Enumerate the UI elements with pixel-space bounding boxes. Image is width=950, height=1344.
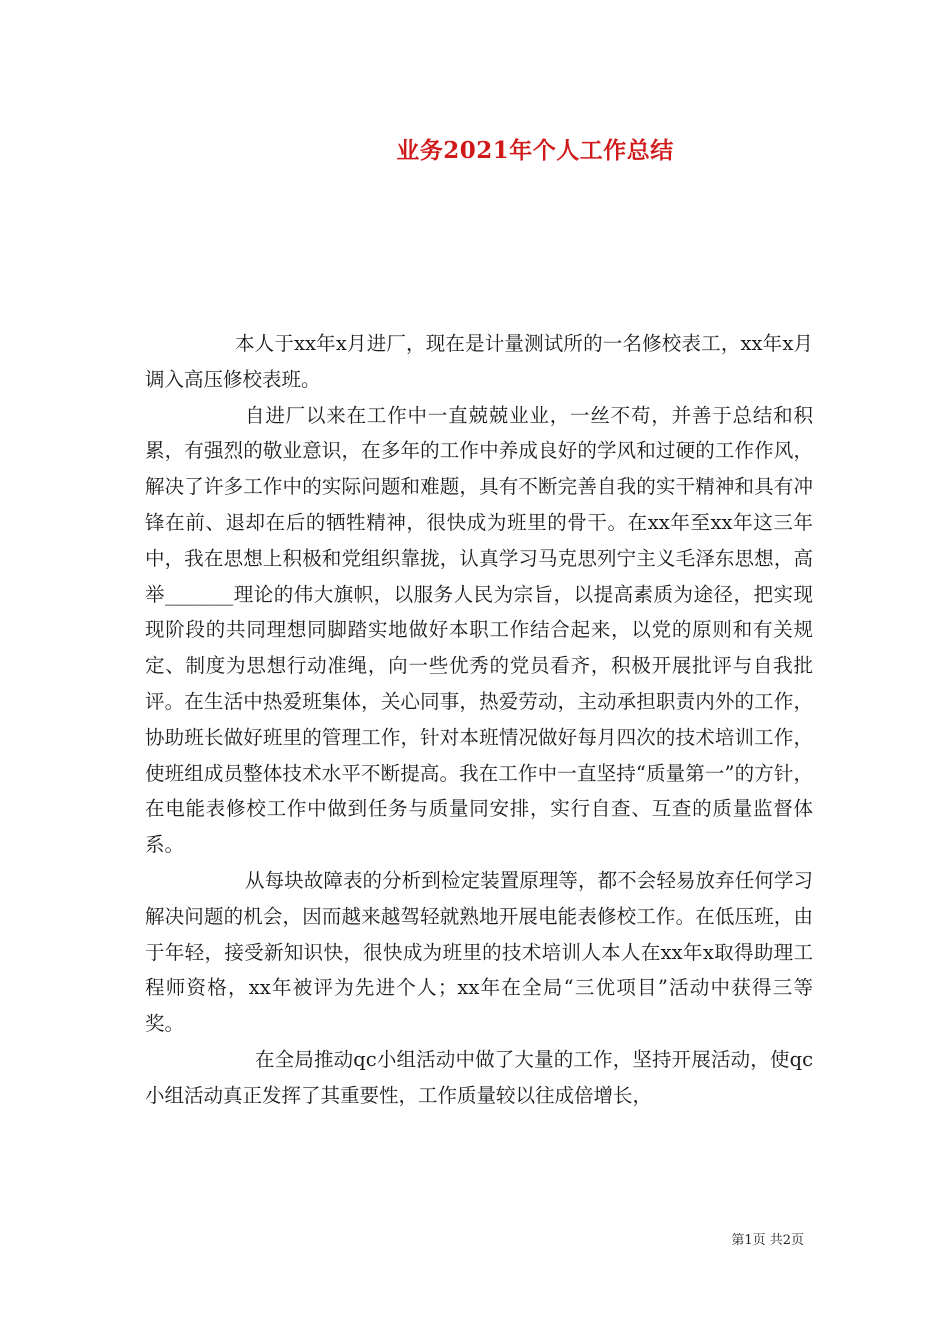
- document-body: [145, 326, 813, 1114]
- paragraph-1: 本人于xx年x月进厂，现在是计量测试所的一名修校表工，xx年x月调入高压修校表班。: [145, 332, 813, 391]
- paragraph-4: 在全局推动qc小组活动中做了大量的工作，坚持开展活动，使qc小组活动真正发挥了其重要性，工作质量较以往成倍增长，: [145, 1047, 813, 1107]
- page-number-footer: 第1页 共2页: [731, 1233, 804, 1248]
- paragraph-2: 自进厂以来在工作中一直兢兢业业，一丝不苟，并善于总结和积累，有强烈的敬业意识，在多年的工作中养成良好的学风和过硬的工作作风，解决了许多工作中的实际问题和难题，具有不断完善自我的实干精神和具有冲锋在前、退却在后的牺牲精神，很快成为班里的骨干。在xx年至xx年这三年中，我在思想上积极和党组织靠拢，认真学习马克思列宁主义毛泽东思想，高举_______理论的伟大旗帜，以服务人民为宗旨，以提高素质为途径，把实现现阶段的共同理想同脚踏实地做好本职工作结合起来，以党的原则和有关规定、制度为思想行动准绳，向一些优秀的党员看齐，积极开展批评与自我批评。在生活中热爱班集体，关心同事，热爱劳动，主动承担职责内外的工作，协助班长做好班里的管理工作，针对本班情况做好每月四次的技术培训工作，使班组成员整体技术水平不断提高。我在工作中一直坚持“质量第一”的方针，在电能表修校工作中做到任务与质量同安排，实行自查、互查的质量监督体系。: [145, 403, 813, 857]
- paragraph-3: 从每块故障表的分析到检定装置原理等，都不会轻易放弃任何学习解决问题的机会，因而越来越驾轻就熟地开展电能表修校工作。在低压班，由于年轻，接受新知识快，很快成为班里的技术培训人本人在xx年x取得助理工程师资格，xx年被评为先进个人；xx年在全局“三优项目”活动中获得三等奖。: [145, 868, 813, 1036]
- document-title: 业务2021年个人工作总结: [396, 137, 674, 164]
